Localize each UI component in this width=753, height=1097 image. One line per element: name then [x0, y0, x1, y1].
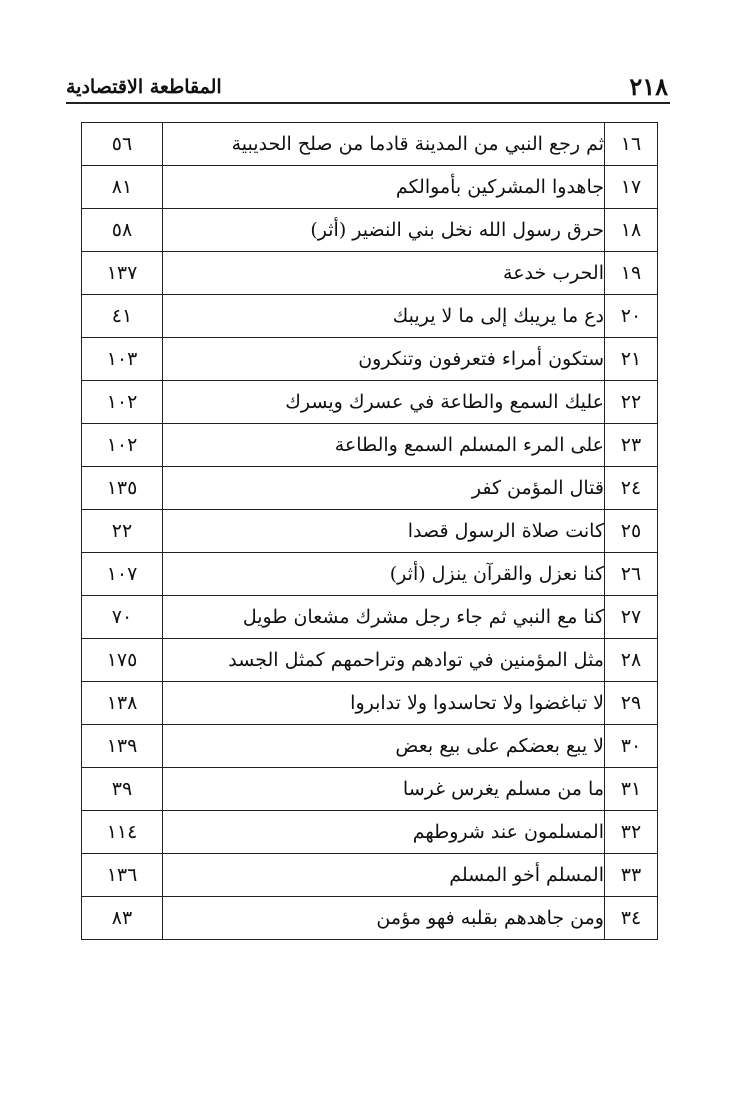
row-number: ١٧ — [605, 166, 658, 209]
page-reference: ٤١ — [82, 295, 163, 338]
page-reference: ١٠٢ — [82, 424, 163, 467]
page-number: ٢١٨ — [629, 72, 668, 101]
row-number: ٢٧ — [605, 596, 658, 639]
row-number: ١٩ — [605, 252, 658, 295]
table-row — [82, 897, 658, 940]
hadith-text: كانت صلاة الرسول قصدا — [163, 510, 605, 553]
table-row — [82, 854, 658, 897]
hadith-text: قتال المؤمن كفر — [163, 467, 605, 510]
row-number: ١٦ — [605, 123, 658, 166]
hadith-text: المسلمون عند شروطهم — [163, 811, 605, 854]
page-reference: ١٣٥ — [82, 467, 163, 510]
table-row — [82, 596, 658, 639]
row-number: ٢٦ — [605, 553, 658, 596]
table-row — [82, 725, 658, 768]
page-reference: ١٣٧ — [82, 252, 163, 295]
hadith-text: كنا نعزل والقرآن ينزل (أثر) — [163, 553, 605, 596]
hadith-text: حرق رسول الله نخل بني النضير (أثر) — [163, 209, 605, 252]
table-row — [82, 467, 658, 510]
row-number: ٢٢ — [605, 381, 658, 424]
table-row — [82, 553, 658, 596]
page-reference: ١٣٩ — [82, 725, 163, 768]
page-reference: ٧٠ — [82, 596, 163, 639]
hadith-text: كنا مع النبي ثم جاء رجل مشرك مشعان طويل — [163, 596, 605, 639]
row-number: ٣٣ — [605, 854, 658, 897]
hadith-text: ثم رجع النبي من المدينة قادما من صلح الحديبية — [163, 123, 605, 166]
hadith-text: عليك السمع والطاعة في عسرك ويسرك — [163, 381, 605, 424]
row-number: ٢٩ — [605, 682, 658, 725]
table-row — [82, 381, 658, 424]
row-number: ١٨ — [605, 209, 658, 252]
row-number: ٢٨ — [605, 639, 658, 682]
hadith-index-table — [81, 122, 658, 940]
table-row — [82, 639, 658, 682]
page-reference: ٨١ — [82, 166, 163, 209]
table-row — [82, 123, 658, 166]
hadith-text: لا يبع بعضكم على بيع بعض — [163, 725, 605, 768]
page-reference: ٢٢ — [82, 510, 163, 553]
running-title: المقاطعة الاقتصادية — [66, 76, 222, 98]
table-row — [82, 424, 658, 467]
hadith-text: ومن جاهدهم بقلبه فهو مؤمن — [163, 897, 605, 940]
page-reference: ١١٤ — [82, 811, 163, 854]
page-reference: ٣٩ — [82, 768, 163, 811]
page-reference: ٥٨ — [82, 209, 163, 252]
row-number: ٢١ — [605, 338, 658, 381]
hadith-text: ما من مسلم يغرس غرسا — [163, 768, 605, 811]
row-number: ٣٤ — [605, 897, 658, 940]
page-header — [66, 70, 670, 104]
hadith-text: على المرء المسلم السمع والطاعة — [163, 424, 605, 467]
table-row — [82, 338, 658, 381]
hadith-text: دع ما يريبك إلى ما لا يريبك — [163, 295, 605, 338]
index-table-body — [82, 123, 658, 940]
page-reference: ١٣٦ — [82, 854, 163, 897]
row-number: ٢٥ — [605, 510, 658, 553]
table-row — [82, 166, 658, 209]
hadith-text: جاهدوا المشركين بأموالكم — [163, 166, 605, 209]
hadith-text: الحرب خدعة — [163, 252, 605, 295]
row-number: ٢٤ — [605, 467, 658, 510]
table-row — [82, 252, 658, 295]
row-number: ٣٢ — [605, 811, 658, 854]
page-reference: ١٣٨ — [82, 682, 163, 725]
page-reference: ١٠٣ — [82, 338, 163, 381]
table-row — [82, 295, 658, 338]
header-rule — [66, 102, 670, 104]
hadith-text: مثل المؤمنين في توادهم وتراحمهم كمثل الجسد — [163, 639, 605, 682]
table-row — [82, 768, 658, 811]
page-reference: ٨٣ — [82, 897, 163, 940]
row-number: ٢٠ — [605, 295, 658, 338]
page-reference: ٥٦ — [82, 123, 163, 166]
table-row — [82, 209, 658, 252]
table-row — [82, 811, 658, 854]
row-number: ٣٠ — [605, 725, 658, 768]
page-reference: ١٠٧ — [82, 553, 163, 596]
table-row — [82, 682, 658, 725]
page-reference: ١٠٢ — [82, 381, 163, 424]
page-reference: ١٧٥ — [82, 639, 163, 682]
row-number: ٣١ — [605, 768, 658, 811]
row-number: ٢٣ — [605, 424, 658, 467]
table-row — [82, 510, 658, 553]
hadith-text: ستكون أمراء فتعرفون وتنكرون — [163, 338, 605, 381]
hadith-text: لا تباغضوا ولا تحاسدوا ولا تدابروا — [163, 682, 605, 725]
hadith-text: المسلم أخو المسلم — [163, 854, 605, 897]
